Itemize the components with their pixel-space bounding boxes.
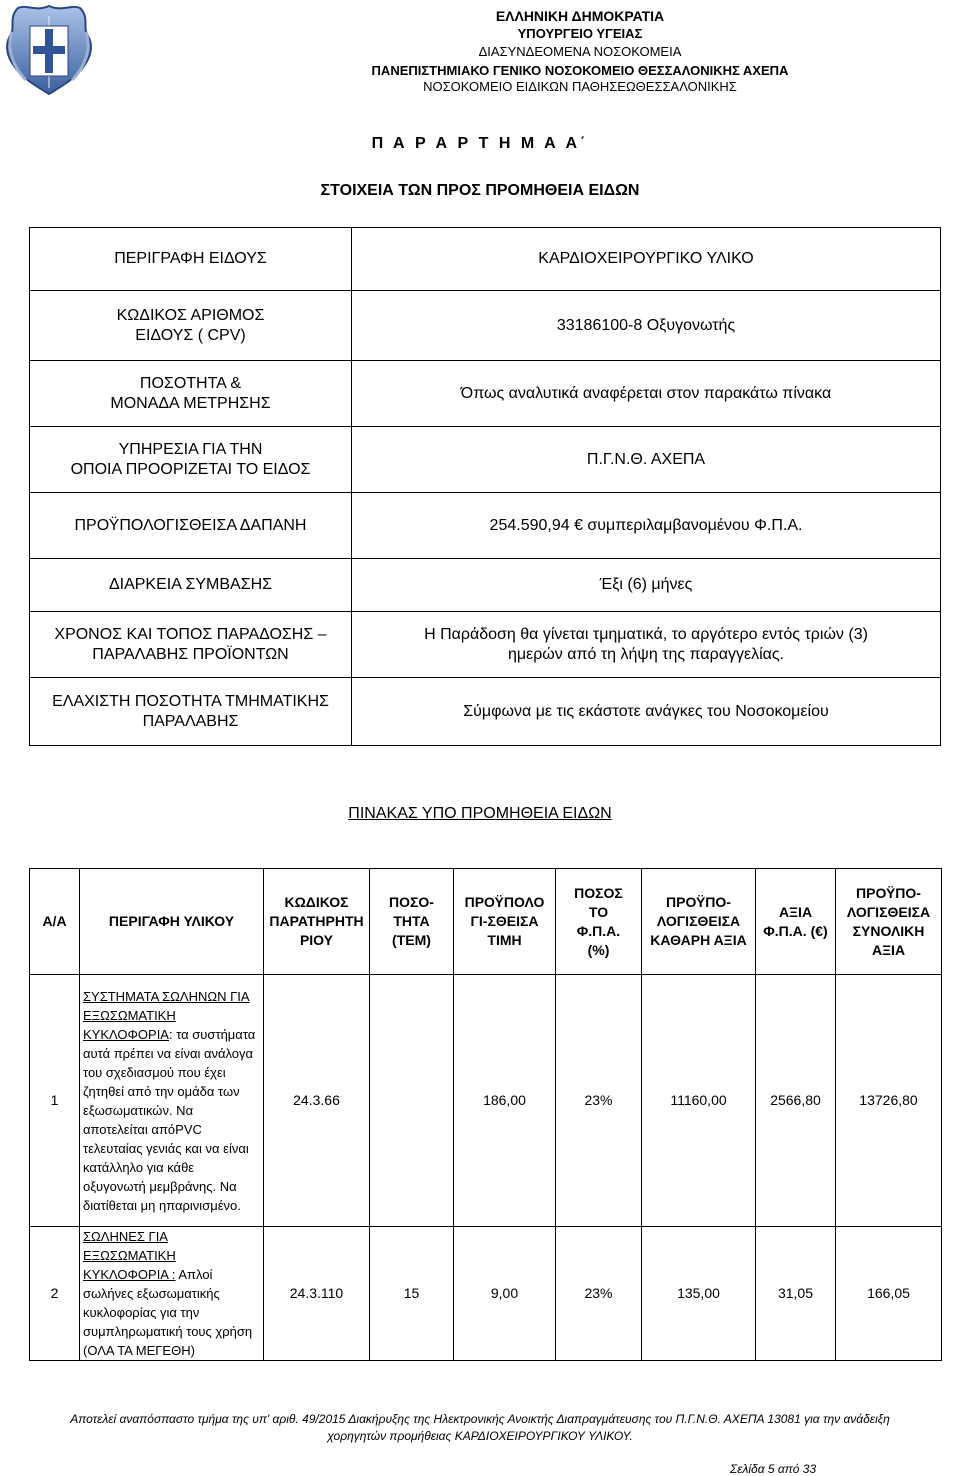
appendix-title: Π Α Ρ Α Ρ Τ Η Μ Α Α΄ [371,135,589,152]
col-header-net-value: ΠΡΟΫΠΟ- ΛΟΓΙΣΘΕΙΣΑ ΚΑΘΑΡΗ ΑΞΙΑ [642,869,756,975]
summary-label: ΠΕΡΙΓΡΑΦΗ ΕΙΔΟΥΣ [30,228,352,291]
col-header-aa: Α/Α [30,869,80,975]
page-number: Σελίδα 5 από 33 [730,1462,817,1476]
footer-note-line1: Αποτελεί αναπόσπαστο τμήμα της υπ' αριθ. 49/2015 Διακήρυξης της Ηλεκτρονικής Ανοικτής Διαπραγμάτευσης του Π.Γ.Ν.Θ. ΑΧΕΠΑ 13081 για την ανάδειξη [70,1412,890,1426]
summary-value: Όπως αναλυτικά αναφέρεται στον παρακάτω πίνακα [352,361,941,427]
footer-note-line2: χορηγητών προμήθειας ΚΑΡΔΙΟΧΕΙΡΟΥΡΓΙΚΟΥ ΥΛΙΚΟΥ. [327,1429,633,1443]
cell-unit-price: 9,00 [454,1227,556,1361]
summary-label: ΥΠΗΡΕΣΙΑ ΓΙΑ ΤΗΝ ΟΠΟΙΑ ΠΡΟΟΡΙΖΕΤΑΙ ΤΟ ΕΙΔΟΣ [30,427,352,493]
col-header-quantity: ΠΟΣΟ- ΤΗΤΑ (ΤΕΜ) [370,869,454,975]
summary-row-description [30,228,941,291]
header-hospital-name: ΠΑΝΕΠΙΣΤΗΜΙΑΚΟ ΓΕΝΙΚΟ ΝΟΣΟΚΟΜΕΙΟ ΘΕΣΣΑΛΟΝΙΚΗΣ ΑΧΕΠΑ [371,63,789,78]
summary-value: 33186100-8 Οξυγονωτής [352,291,941,361]
summary-label: ΠΟΣΟΤΗΤΑ & ΜΟΝΑΔΑ ΜΕΤΡΗΣΗΣ [30,361,352,427]
cell-description: ΣΩΛΗΝΕΣ ΓΙΑ ΕΞΩΣΩΜΑΤΙΚΗ ΚΥΚΛΟΦΟΡΙΑ : Απλοί σωλήνες εξωσωματικής κυκλοφορίας για την συμπληρωματική τους χρήση (ΟΛΑ ΤΑ ΜΕΓΕΘΗ) [80,1227,264,1361]
summary-value: Π.Γ.Ν.Θ. ΑΧΕΠΑ [352,427,941,493]
cell-quantity [370,975,454,1227]
summary-value: Η Παράδοση θα γίνεται τμηματικά, το αργότερο εντός τριών (3) ημερών από τη λήψη της παραγγελίας. [352,612,941,678]
col-header-vat-value: ΑΞΙΑ Φ.Π.Α. (€) [756,869,836,975]
cell-quantity: 15 [370,1227,454,1361]
summary-row-duration [30,559,941,612]
header-linked-hospitals: ΔΙΑΣΥΝΔΕΟΜΕΝΑ ΝΟΣΟΚΟΜΕΙΑ [478,44,682,59]
table-row [30,1227,942,1361]
cell-net-value: 135,00 [642,1227,756,1361]
summary-value: Σύμφωνα με τις εκάστοτε ανάγκες του Νοσοκομείου [352,678,941,746]
summary-row-delivery [30,612,941,678]
col-header-unit-price: ΠΡΟΫΠΟΛΟ ΓΙ-ΣΘΕΙΣΑ ΤΙΜΗ [454,869,556,975]
summary-row-min-quantity [30,678,941,746]
header-sub-hospital: ΝΟΣΟΚΟΜΕΙΟ ΕΙΔΙΚΩΝ ΠΑΘΗΣΕΩΘΕΣΣΑΛΟΝΙΚΗΣ [423,79,737,94]
cell-code: 24.3.110 [264,1227,370,1361]
summary-label: ΧΡΟΝΟΣ ΚΑΙ ΤΟΠΟΣ ΠΑΡΑΔΟΣΗΣ – ΠΑΡΑΛΑΒΗΣ ΠΡΟΪΟΝΤΩΝ [30,612,352,678]
header-ministry: ΥΠΟΥΡΓΕΙΟ ΥΓΕΙΑΣ [517,26,643,41]
cell-vat-value: 31,05 [756,1227,836,1361]
summary-label: ΠΡΟΫΠΟΛΟΓΙΣΘΕΙΣΑ ΔΑΠΑΝΗ [30,493,352,559]
summary-row-cpv [30,291,941,361]
table-row [30,975,942,1227]
summary-table [29,227,941,746]
col-header-total-value: ΠΡΟΫΠΟ- ΛΟΓΙΣΘΕΙΣΑ ΣΥΝΟΛΙΚΗ ΑΞΙΑ [836,869,942,975]
cell-vat-value: 2566,80 [756,975,836,1227]
summary-label: ΚΩΔΙΚΟΣ ΑΡΙΘΜΟΣ ΕΙΔΟΥΣ ( CPV) [30,291,352,361]
items-table [29,868,942,1361]
cell-total-value: 166,05 [836,1227,942,1361]
cell-total-value: 13726,80 [836,975,942,1227]
header-country: ΕΛΛΗΝΙΚΗ ΔΗΜΟΚΡΑΤΙΑ [495,8,665,24]
col-header-observatory-code: ΚΩΔΙΚΟΣ ΠΑΡΑΤΗΡΗΤΗ ΡΙΟΥ [264,869,370,975]
summary-row-service [30,427,941,493]
cell-aa: 2 [30,1227,80,1361]
cell-code: 24.3.66 [264,975,370,1227]
cell-net-value: 11160,00 [642,975,756,1227]
col-header-vat-rate: ΠΟΣΟΣ ΤΟ Φ.Π.Α. (%) [556,869,642,975]
summary-row-quantity [30,361,941,427]
cell-description: ΣΥΣΤΗΜΑΤΑ ΣΩΛΗΝΩΝ ΓΙΑ ΕΞΩΣΩΜΑΤΙΚΗ ΚΥΚΛΟΦΟΡΙΑ: τα συστήματα αυτά πρέπει να είναι ανάλογα του σχεδιασμού που έχει ζητηθεί από την ομάδα των εξωσωματικών. Να αποτελείται απόPVC τελευταίας γενιάς και να είναι κατάλληλο για κάθε οξυγονωτή μεμβράνης. Να διατίθεται μη ηπαρινισμένο. [80,975,264,1227]
cell-aa: 1 [30,975,80,1227]
summary-value: ΚΑΡΔΙΟΧΕΙΡΟΥΡΓΙΚΟ ΥΛΙΚΟ [352,228,941,291]
summary-row-budget [30,493,941,559]
document-subtitle: ΣΤΟΙΧΕΙΑ ΤΩΝ ΠΡΟΣ ΠΡΟΜΗΘΕΙΑ ΕΙΔΩΝ [320,182,640,199]
cell-vat-rate: 23% [556,1227,642,1361]
summary-label: ΔΙΑΡΚΕΙΑ ΣΥΜΒΑΣΗΣ [30,559,352,612]
summary-value: 254.590,94 € συμπεριλαμβανομένου Φ.Π.Α. [352,493,941,559]
col-header-description: ΠΕΡΙΓΑΦΗ ΥΛΙΚΟΥ [80,869,264,975]
cell-vat-rate: 23% [556,975,642,1227]
items-header-row [30,869,942,975]
cell-unit-price: 186,00 [454,975,556,1227]
summary-value: Έξι (6) μήνες [352,559,941,612]
summary-label: ΕΛΑΧΙΣΤΗ ΠΟΣΟΤΗΤΑ ΤΜΗΜΑΤΙΚΗΣ ΠΑΡΑΛΑΒΗΣ [30,678,352,746]
items-table-title: ΠΙΝΑΚΑΣ ΥΠΟ ΠΡΟΜΗΘΕΙΑ ΕΙΔΩΝ [348,805,612,822]
greek-coat-of-arms-icon [2,2,96,98]
